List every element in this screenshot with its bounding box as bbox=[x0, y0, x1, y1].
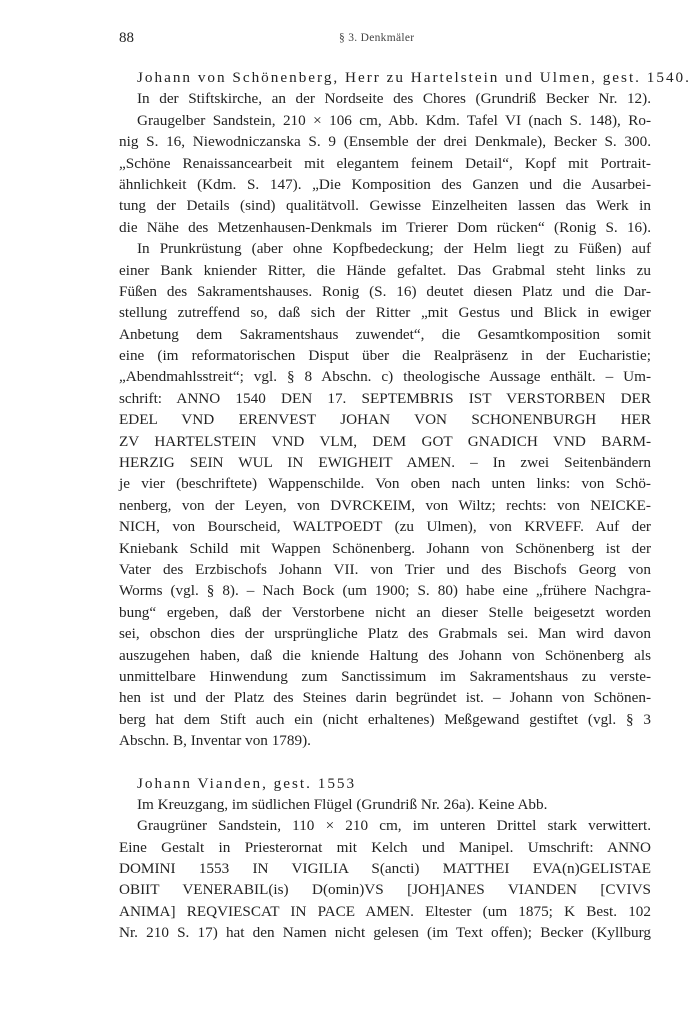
text-line: ähnlichkeit (Kdm. S. 147). „Die Komposition des Ganzen und die Ausarbei- bbox=[119, 175, 651, 193]
text-line: Graugelber Sandstein, 210 × 106 cm, Abb. Kdm. Tafel VI (nach S. 148), Ro- bbox=[137, 111, 651, 129]
entry-heading: Johann Vianden, gest. 1553 bbox=[137, 774, 357, 792]
text-line: eine (im reformatorischen Disput über die Realpräsenz in der Eucharistie; bbox=[119, 347, 651, 365]
text-line: NICH, von Bourscheid, WALTPOEDT (zu Ulmen), von KRVEFF. Auf der bbox=[119, 518, 651, 536]
text-line: nig S. 16, Niewodniczanska S. 9 (Ensemble der drei Denkmale), Becker S. 300. bbox=[119, 133, 651, 151]
text-line: EDEL VND ERENVEST JOHAN VON SCHONENBURGH HER bbox=[119, 411, 651, 429]
text-line: Anbetung dem Sakramentshaus zuwendet“, die Gesamtkomposition somit bbox=[119, 325, 651, 343]
text-line: DOMINI 1553 IN VIGILIA S(ancti) MATTHEI EVA(n)GELISTAE bbox=[119, 860, 651, 878]
text-line: je vier (beschriftete) Wappenschilde. Von oben nach unten links: von Schö- bbox=[119, 475, 651, 493]
text-line: Füßen des Sakramentshauses. Ronig (S. 16) deutet diesen Platz und die Dar- bbox=[119, 282, 651, 300]
text-line: „Abendmahlsstreit“; vgl. § 8 Abschn. c) theologische Aussage enthält. – Um- bbox=[119, 368, 651, 386]
body-text bbox=[119, 67, 691, 944]
text-line: berg hat dem Stift auch ein (nicht erhaltenes) Meßgewand gestiftet (vgl. § 3 bbox=[119, 710, 651, 728]
text-line: In der Stiftskirche, an der Nordseite des Chores (Grundriß Becker Nr. 12). bbox=[137, 90, 651, 108]
text-line: nenberg, von der Leyen, von DVRCKEIM, von Wiltz; rechts: von NEICKE- bbox=[119, 496, 651, 514]
text-line: auszugehen haben, daß die kniende Haltung des Johann von Schönenberg als bbox=[119, 646, 651, 664]
section-title: § 3. Denkmäler bbox=[339, 32, 415, 44]
text-line: „Schöne Renaissancearbeit mit elegantem feinem Detail“, Kopf mit Portrait- bbox=[119, 154, 651, 172]
entry-heading: Johann von Schönenberg, Herr zu Hartelstein und Ulmen, gest. 1540. bbox=[137, 69, 691, 86]
entry-separator bbox=[119, 752, 651, 773]
entry-schoenenberg bbox=[119, 67, 691, 752]
page-number: 88 bbox=[119, 30, 134, 46]
entry-vianden bbox=[119, 773, 651, 944]
text-line: stellung zutreffend so, daß sich der Ritter „mit Gestus und Blick in ewiger bbox=[119, 304, 651, 322]
text-line: Nr. 210 S. 17) hat den Namen nicht gelesen (im Text offen); Becker (Kyllburg bbox=[119, 924, 651, 942]
text-line: sei, obschon dies der ursprüngliche Platz des Grabmals sei. Man wird davon bbox=[119, 625, 651, 643]
text-line: Eine Gestalt in Priesterornat mit Kelch und Manipel. Umschrift: ANNO bbox=[119, 838, 651, 856]
text-line: Kniebank Schild mit Wappen Schönenberg. Johann von Schönenberg ist der bbox=[119, 539, 651, 557]
text-line: schrift: ANNO 1540 DEN 17. SEPTEMBRIS IST VERSTORBEN DER bbox=[119, 389, 651, 407]
text-line: Worms (vgl. § 8). – Nach Bock (um 1900; S. 80) habe eine „frühere Nachgra- bbox=[119, 582, 651, 600]
text-line: ANIMA] REQVIESCAT IN PACE AMEN. Eltester (um 1875; K Best. 102 bbox=[119, 902, 651, 920]
text-line: Im Kreuzgang, im südlichen Flügel (Grundriß Nr. 26a). Keine Abb. bbox=[137, 795, 548, 813]
text-line: HERZIG SEIN WUL IN EWIGHEIT AMEN. – In zwei Seitenbändern bbox=[119, 454, 651, 472]
text-line: unmittelbare Hinwendung zum Sanctissimum im Sakramentshaus zu verste- bbox=[119, 667, 651, 685]
text-line: Vater des Erzbischofs Johann VII. von Trier und des Bischofs Georg von bbox=[119, 560, 651, 578]
text-line: In Prunkrüstung (aber ohne Kopfbedeckung; der Helm liegt zu Füßen) auf bbox=[137, 240, 651, 258]
text-line: die Nähe des Metzenhausen-Denkmals im Trierer Dom rücken“ (Ronig S. 16). bbox=[119, 218, 651, 236]
text-line: OBIIT VENERABIL(is) D(omin)VS [JOH]ANES VIANDEN [CVIVS bbox=[119, 881, 651, 899]
text-line: Graugrüner Sandstein, 110 × 210 cm, im unteren Drittel stark verwittert. bbox=[137, 817, 651, 835]
text-line: einer Bank kniender Ritter, die Hände gefaltet. Das Grabmal steht links zu bbox=[119, 261, 651, 279]
text-line: ZV HARTELSTEIN VND VLM, DEM GOT GNADICH VND BARM- bbox=[119, 432, 651, 450]
text-line: tung der Details (sind) qualitätvoll. Gewisse Einzelheiten lassen das Werk in bbox=[119, 197, 651, 215]
text-line: bung“ ergeben, daß der Verstorbene nicht an dieser Stelle beigesetzt worden bbox=[119, 603, 651, 621]
text-line: Abschn. B, Inventar von 1789). bbox=[119, 732, 311, 750]
running-head bbox=[119, 30, 650, 50]
text-line: hen ist und der Platz des Steines darin begründet ist. – Johann von Schönen- bbox=[119, 689, 651, 707]
